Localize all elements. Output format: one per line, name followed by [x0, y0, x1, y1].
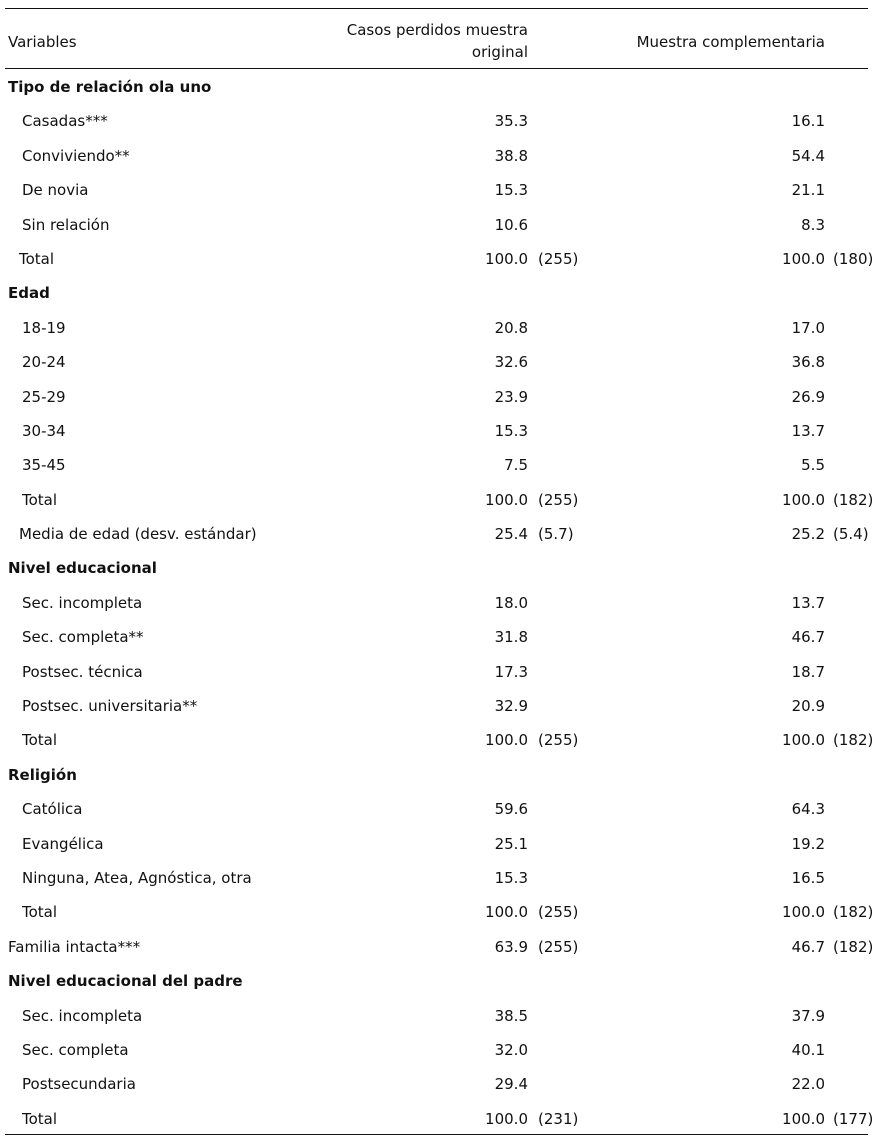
table-row	[0, 241, 882, 275]
section-title: Tipo de relación ola uno	[8, 78, 212, 96]
value-complementary: 18.7	[791, 662, 825, 681]
header-variables: Variables	[8, 33, 77, 51]
value-original: 10.6	[494, 215, 528, 234]
table-row	[0, 1032, 882, 1066]
value-original: 32.0	[494, 1040, 528, 1059]
value-original: 15.3	[494, 868, 528, 887]
row-label: Casadas***	[22, 112, 108, 131]
value-original: 29.4	[494, 1075, 528, 1094]
n-original: (255)	[538, 903, 579, 922]
table-row	[0, 585, 882, 619]
table-row	[0, 103, 882, 137]
table-row	[0, 172, 882, 206]
value-original: 15.3	[494, 181, 528, 200]
data-table	[0, 69, 882, 1135]
row-label: Sec. incompleta	[22, 1006, 143, 1025]
table-row	[0, 894, 882, 928]
n-complementary: (182)	[833, 731, 874, 750]
n-original: (231)	[538, 1109, 579, 1128]
value-original: 20.8	[494, 318, 528, 337]
row-label: Sec. completa	[22, 1040, 129, 1059]
row-label: 20-24	[22, 353, 66, 372]
value-complementary: 46.7	[791, 628, 825, 647]
row-label: De novia	[22, 181, 89, 200]
value-complementary: 17.0	[791, 318, 825, 337]
value-original: 31.8	[494, 628, 528, 647]
value-complementary: 13.7	[791, 421, 825, 440]
value-complementary: 16.1	[791, 112, 825, 131]
table-row	[0, 447, 882, 481]
table-row	[0, 826, 882, 860]
table-row	[0, 619, 882, 653]
row-label: Postsecundaria	[22, 1075, 136, 1094]
value-original: 59.6	[494, 800, 528, 819]
table-row	[0, 344, 882, 378]
row-label: Sin relación	[22, 215, 110, 234]
table-row	[0, 688, 882, 722]
bottom-rule	[5, 1134, 868, 1135]
n-original: (5.7)	[538, 525, 574, 544]
table-row	[0, 1101, 882, 1135]
value-original: 38.5	[494, 1006, 528, 1025]
value-complementary: 19.2	[791, 834, 825, 853]
row-label: Conviviendo**	[22, 146, 130, 165]
value-complementary: 20.9	[791, 697, 825, 716]
section-header-row	[0, 69, 882, 103]
value-original: 7.5	[504, 456, 528, 475]
row-label: Familia intacta***	[8, 937, 141, 956]
value-complementary: 5.5	[801, 456, 825, 475]
header-col1-line1: Casos perdidos muestra	[346, 21, 528, 39]
row-label: Ninguna, Atea, Agnóstica, otra	[22, 868, 252, 887]
value-complementary: 26.9	[791, 387, 825, 406]
table-row	[0, 1066, 882, 1100]
header-col1	[347, 21, 528, 61]
table-row	[0, 998, 882, 1032]
row-label: 30-34	[22, 421, 66, 440]
row-label: Total	[22, 490, 58, 509]
row-label: Total	[22, 903, 58, 922]
row-label: 35-45	[22, 456, 66, 475]
value-complementary: 100.0	[782, 249, 825, 268]
table-row	[0, 791, 882, 825]
header-col1-line2: original	[471, 43, 528, 61]
n-complementary: (177)	[833, 1109, 874, 1128]
table-row	[0, 722, 882, 756]
value-complementary: 36.8	[791, 353, 825, 372]
table-row	[0, 310, 882, 344]
n-complementary: (180)	[833, 249, 874, 268]
value-complementary: 25.2	[791, 525, 825, 544]
value-complementary: 22.0	[791, 1075, 825, 1094]
header-col2: Muestra complementaria	[636, 33, 825, 51]
value-complementary: 100.0	[782, 903, 825, 922]
n-original: (255)	[538, 937, 579, 956]
value-complementary: 100.0	[782, 1109, 825, 1128]
value-original: 32.9	[494, 697, 528, 716]
section-title: Religión	[8, 765, 77, 784]
value-complementary: 46.7	[791, 937, 825, 956]
section-title: Edad	[8, 284, 50, 303]
row-label: Total	[19, 249, 55, 268]
n-original: (255)	[538, 249, 579, 268]
value-complementary: 100.0	[782, 490, 825, 509]
value-original: 38.8	[494, 146, 528, 165]
value-complementary: 13.7	[791, 593, 825, 612]
row-label: Total	[22, 731, 58, 750]
row-label: Sec. completa**	[22, 628, 144, 647]
row-label: Sec. incompleta	[22, 593, 143, 612]
value-complementary: 54.4	[791, 146, 825, 165]
table-row	[0, 207, 882, 241]
value-original: 18.0	[494, 593, 528, 612]
value-original: 100.0	[485, 249, 528, 268]
value-original: 100.0	[485, 490, 528, 509]
value-complementary: 8.3	[801, 215, 825, 234]
value-original: 63.9	[494, 937, 528, 956]
n-original: (255)	[538, 731, 579, 750]
table-row	[0, 516, 882, 550]
value-original: 23.9	[494, 387, 528, 406]
table-row	[0, 860, 882, 894]
value-complementary: 64.3	[791, 800, 825, 819]
section-title: Nivel educacional	[8, 559, 157, 578]
value-original: 100.0	[485, 903, 528, 922]
section-title: Nivel educacional del padre	[8, 972, 243, 991]
row-label: Media de edad (desv. estándar)	[19, 525, 257, 544]
value-complementary: 100.0	[782, 731, 825, 750]
row-label: Católica	[22, 800, 83, 819]
value-complementary: 21.1	[791, 181, 825, 200]
value-complementary: 40.1	[791, 1040, 825, 1059]
row-label: Evangélica	[22, 834, 104, 853]
top-rule	[5, 8, 868, 9]
row-label: Postsec. universitaria**	[22, 697, 198, 716]
table-row	[0, 379, 882, 413]
value-original: 25.1	[494, 834, 528, 853]
row-label: Total	[22, 1109, 58, 1128]
value-original: 100.0	[485, 731, 528, 750]
value-original: 25.4	[494, 525, 528, 544]
value-complementary: 16.5	[791, 868, 825, 887]
table-row	[0, 929, 882, 963]
table-row	[0, 138, 882, 172]
n-complementary: (182)	[833, 490, 874, 509]
value-original: 100.0	[485, 1109, 528, 1128]
value-original: 17.3	[494, 662, 528, 681]
section-header-row	[0, 757, 882, 791]
section-header-row	[0, 963, 882, 997]
n-complementary: (182)	[833, 937, 874, 956]
n-complementary: (5.4)	[833, 525, 869, 544]
n-original: (255)	[538, 490, 579, 509]
row-label: Postsec. técnica	[22, 662, 143, 681]
value-original: 35.3	[494, 112, 528, 131]
value-original: 32.6	[494, 353, 528, 372]
value-complementary: 37.9	[791, 1006, 825, 1025]
section-header-row	[0, 275, 882, 309]
section-header-row	[0, 550, 882, 584]
row-label: 18-19	[22, 318, 66, 337]
row-label: 25-29	[22, 387, 66, 406]
n-complementary: (182)	[833, 903, 874, 922]
value-original: 15.3	[494, 421, 528, 440]
table-row	[0, 482, 882, 516]
table-row	[0, 654, 882, 688]
table-row	[0, 413, 882, 447]
